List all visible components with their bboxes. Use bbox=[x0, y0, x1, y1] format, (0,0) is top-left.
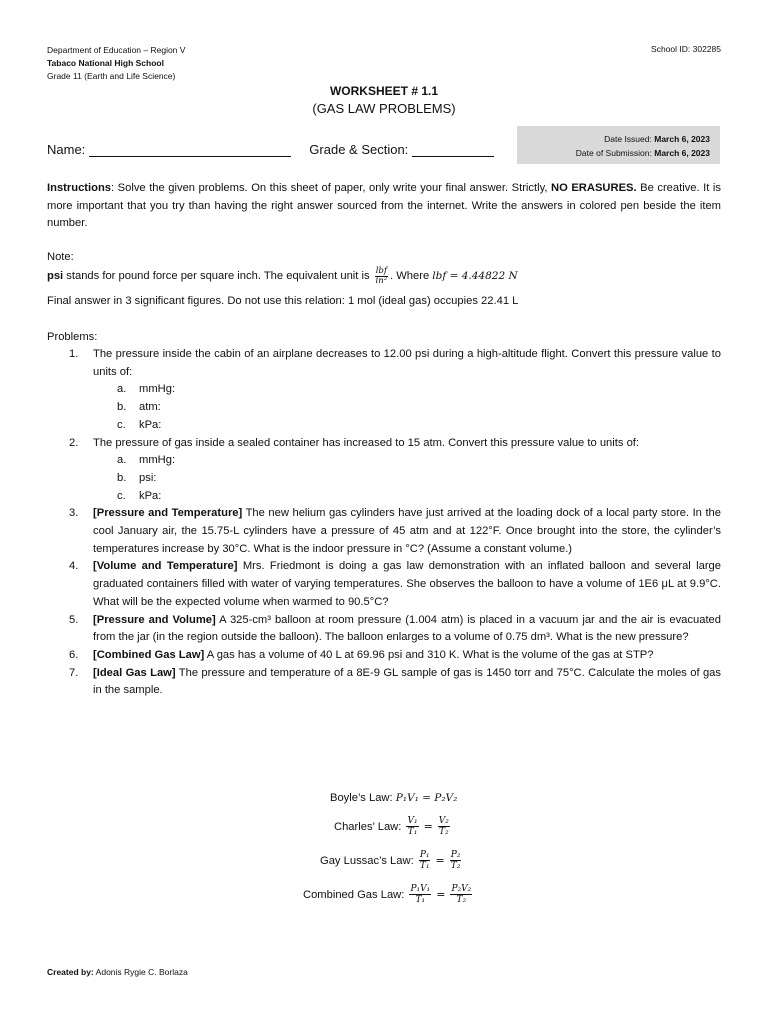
problem-item: 6. [Combined Gas Law] A gas has a volume of 40 L at 69.96 psi and 310 K. What is the volume of the gas at STP? bbox=[69, 648, 654, 661]
gay-lussacs-law: Gay Lussac’s Law: $\frac{\text{P₁}}{\text{T₁}}$ = $\frac{\text{P₂}}{\text{T₂}}$ bbox=[320, 850, 461, 871]
sub-item: c. kPa: bbox=[117, 489, 162, 502]
unit-fraction: $\frac{\text{lbf}}{\text{in²}}$ bbox=[375, 265, 388, 286]
instructions-label: Instructions bbox=[47, 182, 112, 194]
author-credit: Created by: Adonis Rygie C. Borlaza bbox=[47, 967, 188, 977]
department-text: Department of Education – Region V bbox=[47, 45, 186, 55]
problem-item: 4. [Volume and Temperature] Mrs. Friedmont is doing a gas law demonstration with an inflated balloon and several large graduated containers filled with water of varying temperatures. She observes the balloon to have a volume of 1E6 μL at 9.9°C. What will be the expected volume when warmed to 90.5°C? bbox=[69, 560, 721, 608]
problem-list bbox=[47, 346, 721, 700]
psi-note: psi stands for pound force per square inch. The equivalent unit is $\frac{\text{lbf}}{\text{in²}}$ . Where lbf = 4.44822 N bbox=[47, 265, 518, 286]
problem-item: 1. The pressure inside the cabin of an airplane decreases to 12.00 psi during a high-altitude flight. Convert this pressure value to units of: bbox=[69, 348, 721, 378]
sub-item: b. psi: bbox=[117, 471, 157, 484]
sub-item: b. atm: bbox=[117, 401, 161, 414]
worksheet-subtitle: (GAS LAW PROBLEMS) bbox=[312, 101, 456, 116]
problem-item: 5. [Pressure and Volume] A 325-cm³ balloon at room pressure (1.004 atm) is placed in a vacuum jar and the air is evacuated from the jar (in the region outside the balloon). The balloon enlarges to a volume of 0.75 dm³. What is the new pressure? bbox=[69, 613, 721, 644]
instructions: Instructions: Solve the given problems. On this sheet of paper, only write your final answer. Strictly, NO ERASURES. Be creative. It is more important that you try than having the right answer sourced from the internet. Write the answers in colored pen beside the item number. bbox=[47, 182, 721, 230]
problem-item: 3. [Pressure and Temperature] The new helium gas cylinders have just arrived at the loading dock of a local party store. In the cool January air, the 15.75-L cylinders have a pressure of 45 atm and at 122°F. Once brought into the store, the cylinder’s temperatures increase by 30°C. What is the indoor pressure in °C? (Assume a constant volume.) bbox=[69, 507, 721, 555]
name-label: Name: bbox=[47, 142, 86, 157]
charles-law: Charles’ Law: $\frac{\text{V₁}}{\text{T₁}}$ = $\frac{\text{V₂}}{\text{T₂}}$ bbox=[334, 816, 449, 837]
student-info-row bbox=[47, 142, 494, 157]
worksheet-title: WORKSHEET # 1.1 bbox=[329, 84, 439, 98]
note-label: Note: bbox=[47, 251, 74, 263]
name-blank[interactable] bbox=[89, 143, 291, 157]
combined-gas-law: Combined Gas Law: $\frac{\text{P₁V₁}}{\text{T₁}}$ = $\frac{\text{P₂V₂}}{\text{T₂}}$ bbox=[303, 884, 472, 905]
date-submission: Date of Submission: March 6, 2023 bbox=[575, 148, 710, 158]
problem-item: 2. The pressure of gas inside a sealed container has increased to 15 atm. Convert this pressure value to units of: bbox=[69, 436, 640, 449]
lbf-equation: lbf = 4.44822 N bbox=[432, 270, 518, 282]
grade-section-blank[interactable] bbox=[412, 143, 494, 157]
date-issued: Date Issued: March 6, 2023 bbox=[604, 134, 710, 144]
problems-label: Problems: bbox=[47, 331, 98, 343]
grade-subject: Grade 11 (Earth and Life Science) bbox=[47, 71, 176, 81]
school-name: Tabaco National High School bbox=[47, 58, 164, 68]
date-box bbox=[517, 126, 720, 164]
grade-section-label: Grade & Section: bbox=[309, 142, 409, 157]
school-header bbox=[47, 44, 185, 83]
final-answer-note: Final answer in 3 significant figures. Do not use this relation: 1 mol (ideal gas) occupies 22.41 L bbox=[47, 295, 519, 307]
problem-item: 7. [Ideal Gas Law] The pressure and temperature of a 8E-9 GL sample of gas is 1450 torr and 75°C. Calculate the moles of gas in the sample. bbox=[69, 666, 721, 697]
no-erasures: NO ERASURES. bbox=[551, 182, 637, 194]
sub-item: a. mmHg: bbox=[117, 383, 176, 396]
school-id: School ID: 302285 bbox=[651, 44, 721, 54]
boyles-law: Boyle’s Law: P₁V₁ = P₂V₂ bbox=[330, 792, 458, 804]
sub-item: a. mmHg: bbox=[117, 454, 176, 467]
sub-item: c. kPa: bbox=[117, 418, 162, 431]
